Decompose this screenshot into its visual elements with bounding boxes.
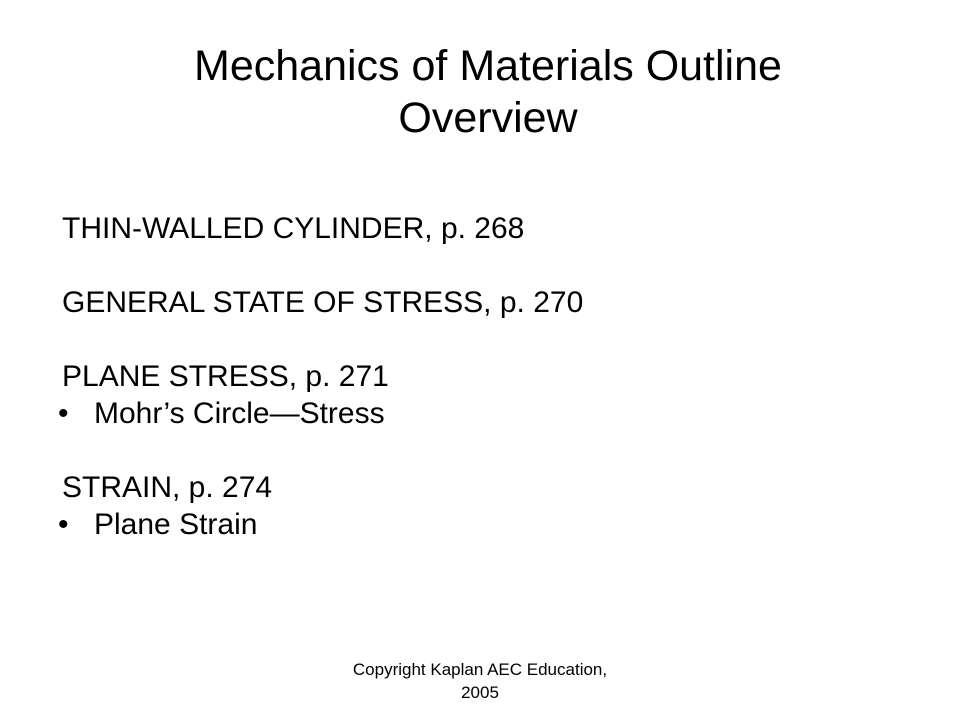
title-line-2: Overview	[398, 94, 578, 142]
bullet-icon: •	[58, 397, 69, 430]
copyright-footer	[310, 658, 650, 704]
outline-body	[58, 210, 922, 543]
spacer	[62, 247, 922, 284]
footer-line-1: Copyright Kaplan AEC Education,	[352, 660, 608, 679]
outline-heading-general-state-of-stress: GENERAL STATE OF STRESS, p. 270	[62, 286, 584, 319]
outline-heading-plane-stress: PLANE STRESS, p. 271	[62, 360, 389, 393]
bullet-text: Plane Strain	[94, 508, 258, 541]
outline-bullet-mohrs-circle	[58, 395, 922, 432]
outline-heading-strain: STRAIN, p. 274	[62, 471, 273, 504]
title-line-1: Mechanics of Materials Outline	[194, 42, 782, 90]
spacer	[62, 321, 922, 358]
slide-title	[80, 40, 896, 144]
bullet-text: Mohr’s Circle—Stress	[94, 397, 385, 430]
bullet-icon: •	[58, 508, 69, 541]
spacer	[62, 432, 922, 469]
outline-bullet-plane-strain	[58, 506, 922, 543]
outline-heading-thin-walled-cylinder: THIN-WALLED CYLINDER, p. 268	[62, 212, 525, 245]
footer-line-2: 2005	[461, 683, 499, 702]
